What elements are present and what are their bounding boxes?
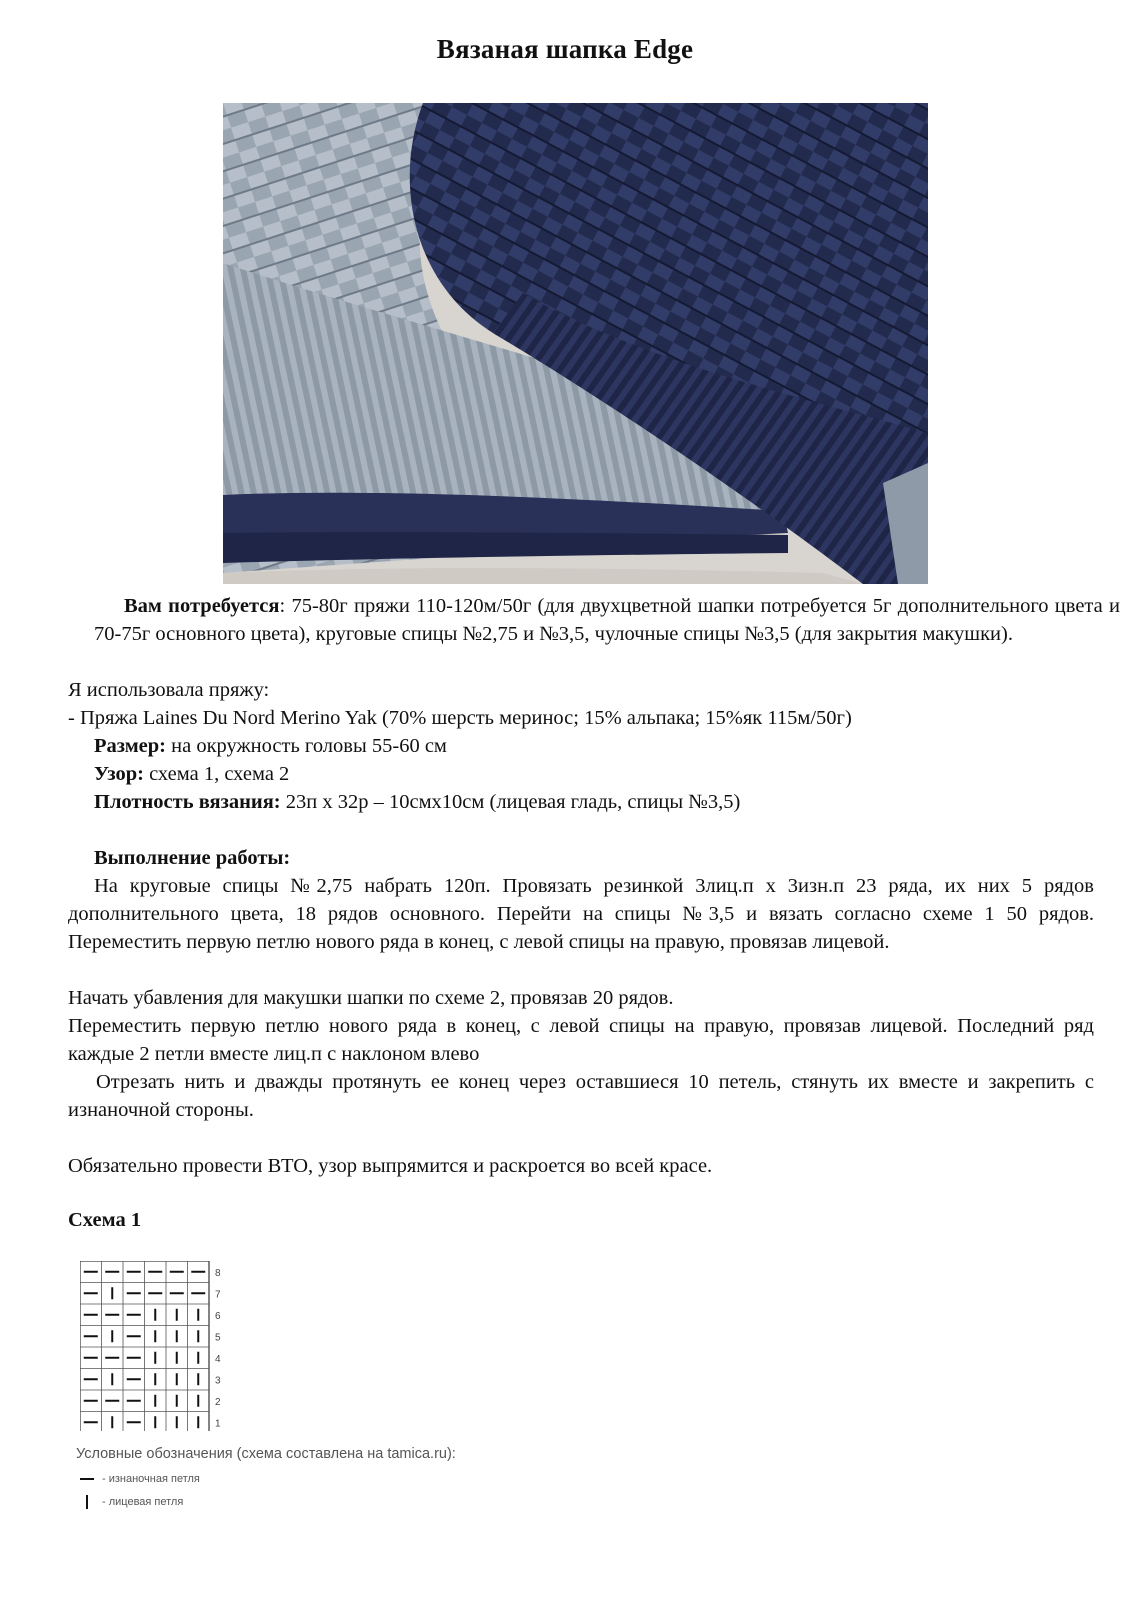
gauge-text: 23п х 32р – 10смх10см (лицевая гладь, спицы №3,5) <box>280 791 741 813</box>
pattern-label: Узор: <box>94 763 144 785</box>
pattern-text: схема 1, схема 2 <box>143 763 290 785</box>
yarn-line: - Пряжа Laines Du Nord Merino Yak (70% шерсть меринос; 15% альпака; 15%як 115м/50г) <box>68 707 852 729</box>
legend-knit-label: - лицевая петля <box>102 1495 184 1508</box>
chart-row-label: 2 <box>215 1396 221 1408</box>
legend-title: Условные обозначения (схема составлена на tamica.ru): <box>76 1446 456 1462</box>
yarn-intro: Я использовала пряжу: <box>68 679 270 701</box>
size-text: на окружность головы 55-60 см <box>166 735 447 757</box>
chart-title <box>68 1206 1094 1234</box>
work-paragraph-2: Начать убавления для макушки шапки по схеме 2, провязав 20 рядов. <box>68 987 674 1009</box>
legend-item-purl <box>76 1473 200 1485</box>
chart-row-label: 3 <box>215 1375 221 1387</box>
materials-text: : 75-80г пряжи 110-120м/50г (для двухцветной шапки потребуется 5г дополнительного цвета и 70-75г основного цвета), круговые спицы №2,75 и №3,5, чулочные спицы №3,5 (для закрытия макушки). <box>94 595 1121 646</box>
legend-item-knit <box>76 1495 183 1509</box>
materials-paragraph <box>68 592 1120 648</box>
knitted-hats-photo <box>223 103 928 584</box>
chart-title-text: Схема 1 <box>68 1209 142 1231</box>
stitch-chart-svg <box>80 1261 250 1431</box>
size-line <box>68 732 1120 760</box>
work-paragraph-1: На круговые спицы №2,75 набрать 120п. Провязать резинкой 3лиц.п х 3изн.п 23 ряда, их них 5 рядов дополнительного цвета, 18 рядов основного. Перейти на спицы №3,5 и вязать согласно схеме 1 50 рядов. Переместить первую петлю нового ряда в конец, с левой спицы на правую, провязав лицевой. <box>68 875 1094 954</box>
chart-row-label: 1 <box>215 1418 221 1430</box>
gauge-line <box>68 788 1120 816</box>
dash-icon <box>80 1478 94 1480</box>
chart-row-label: 6 <box>215 1310 221 1322</box>
chart-row-label: 7 <box>215 1289 221 1301</box>
legend-purl-label: - изнаночная петля <box>102 1473 200 1485</box>
work-paragraph-3: Переместить первую петлю нового ряда в конец, с левой спицы на правую, провязав лицевой. Последний ряд каждые 2 петли вместе лиц.п с наклоном влево <box>68 1015 1094 1066</box>
chart-row-label: 4 <box>215 1353 221 1365</box>
work-heading <box>68 844 1120 872</box>
work-heading-text: Выполнение работы: <box>94 847 291 869</box>
bar-icon <box>86 1495 88 1509</box>
size-label: Размер: <box>94 735 167 757</box>
pattern-line <box>68 760 1120 788</box>
chart-row-label: 8 <box>215 1267 221 1279</box>
work-paragraph-5: Обязательно провести ВТО, узор выпрямится и раскроется во всей красе. <box>68 1155 713 1177</box>
work-paragraph-4: Отрезать нить и дважды протянуть ее конец через оставшиеся 10 петель, стянуть их вместе и закрепить с изнаночной стороны. <box>68 1071 1094 1122</box>
materials-label: Вам потребуется <box>124 595 280 617</box>
page-title: Вязаная шапка Edge <box>436 34 694 64</box>
gauge-label: Плотность вязания: <box>94 791 281 813</box>
stitch-chart <box>80 1261 250 1436</box>
chart-row-label: 5 <box>215 1332 221 1344</box>
